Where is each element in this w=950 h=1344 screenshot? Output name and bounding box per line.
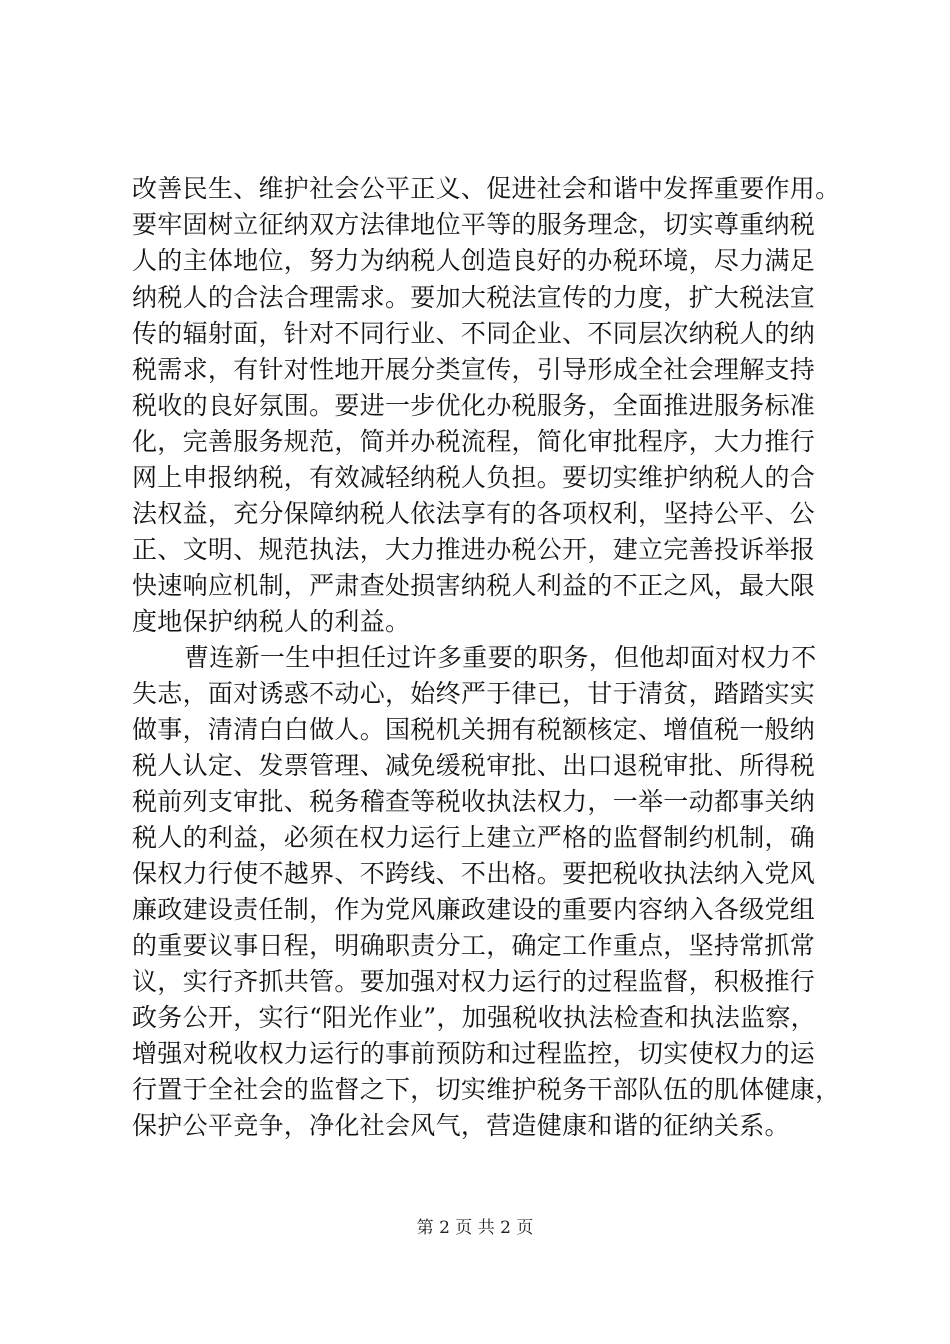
- paragraph-line: 快速响应机制，严肃查处损害纳税人利益的不正之风，最大限: [132, 571, 816, 600]
- paragraph-line: 传的辐射面，针对不同行业、不同企业、不同层次纳税人的纳: [132, 319, 816, 348]
- paragraph-line: 保权力行使不越界、不跨线、不出格。要把税收执法纳入党风: [132, 859, 816, 888]
- paragraph-line: 税前列支审批、税务稽查等税收执法权力，一举一动都事关纳: [132, 787, 816, 816]
- paragraph-line: 政务公开，实行“阳光作业”，加强税收执法检查和执法监察，: [132, 1003, 816, 1032]
- paragraph-line: 正、文明、规范执法，大力推进办税公开，建立完善投诉举报: [132, 535, 816, 564]
- paragraph-line: 失志，面对诱惑不动心，始终严于律已，甘于清贫，踏踏实实: [132, 679, 816, 708]
- paragraph-line: 税收的良好氛围。要进一步优化办税服务，全面推进服务标准: [132, 391, 816, 420]
- paragraph-line: 曹连新一生中担任过许多重要的职务，但他却面对权力不: [184, 643, 817, 672]
- paragraph-line: 度地保护纳税人的利益。: [132, 607, 411, 636]
- paragraph-line: 做事，清清白白做人。国税机关拥有税额核定、增值税一般纳: [132, 715, 816, 744]
- paragraph-line: 增强对税收权力运行的事前预防和过程监控，切实使权力的运: [132, 1039, 816, 1068]
- paragraph-line: 税人的利益，必须在权力运行上建立严格的监督制约机制，确: [132, 823, 816, 852]
- paragraph-line: 行置于全社会的监督之下，切实维护税务干部队伍的肌体健康，: [132, 1075, 841, 1104]
- paragraph-line: 改善民生、维护社会公平正义、促进社会和谐中发挥重要作用。: [132, 174, 841, 203]
- paragraph-line: 人的主体地位，努力为纳税人创造良好的办税环境，尽力满足: [132, 246, 816, 275]
- paragraph-line: 税人认定、发票管理、减免缓税审批、出口退税审批、所得税: [132, 751, 816, 780]
- page-number-footer: 第 2 页 共 2 页: [416, 1218, 534, 1238]
- paragraph-line: 化，完善服务规范，简并办税流程，简化审批程序，大力推行: [132, 427, 816, 456]
- paragraph-line: 要牢固树立征纳双方法律地位平等的服务理念，切实尊重纳税: [132, 210, 816, 239]
- paragraph-line: 廉政建设责任制，作为党风廉政建设的重要内容纳入各级党组: [132, 895, 816, 924]
- paragraph-line: 纳税人的合法合理需求。要加大税法宣传的力度，扩大税法宣: [132, 283, 816, 312]
- paragraph-line: 法权益，充分保障纳税人依法享有的各项权利，坚持公平、公: [132, 499, 816, 528]
- paragraph-line: 网上申报纳税，有效减轻纳税人负担。要切实维护纳税人的合: [132, 463, 816, 492]
- paragraph-line: 税需求，有针对性地开展分类宣传，引导形成全社会理解支持: [132, 355, 816, 384]
- paragraph-line: 议，实行齐抓共管。要加强对权力运行的过程监督，积极推行: [132, 967, 816, 996]
- paragraph-line: 保护公平竞争，净化社会风气，营造健康和谐的征纳关系。: [132, 1111, 790, 1140]
- paragraph-line: 的重要议事日程，明确职责分工，确定工作重点，坚持常抓常: [132, 931, 816, 960]
